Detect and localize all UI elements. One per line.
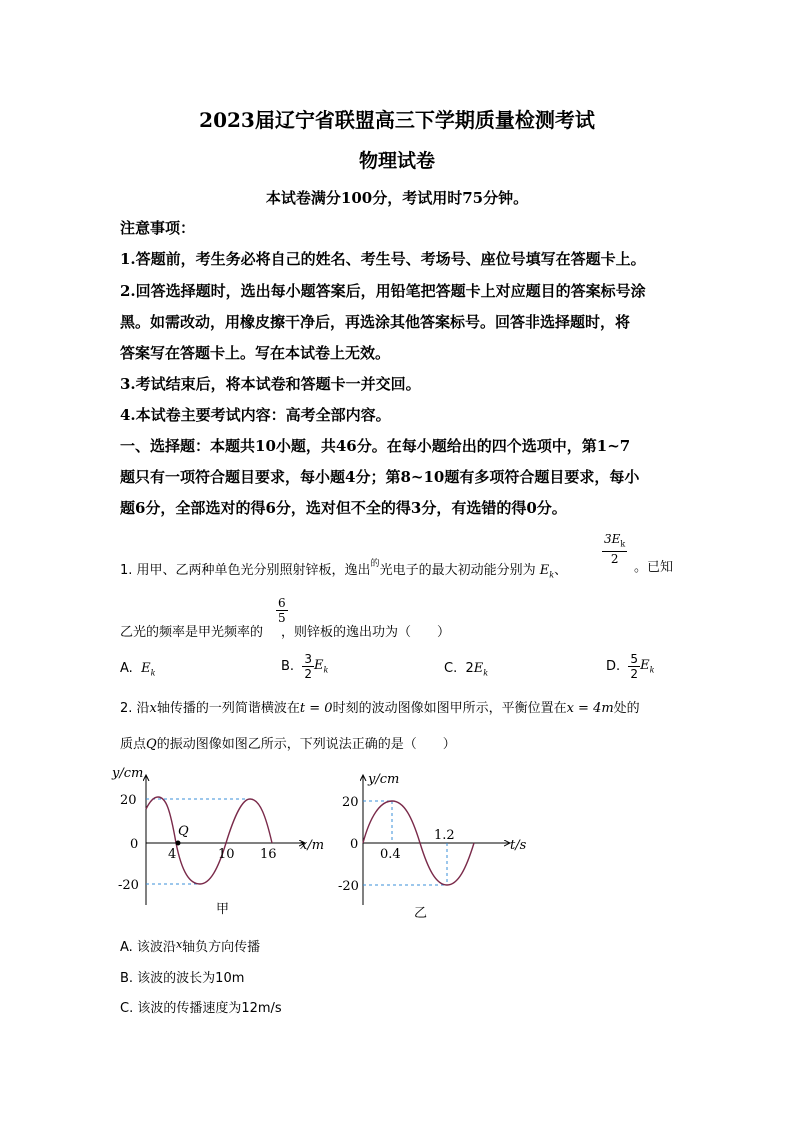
wave-graph-jia (110, 765, 340, 925)
q1-ratio-fraction: $\frac{6}{5}$ (278, 596, 286, 625)
q1-option-b[interactable]: B. $\frac{3}{2}$ $E_k$ (281, 652, 329, 681)
q2-option-c[interactable]: C. 该波的传播速度为12m/s (120, 1001, 282, 1016)
note-1: 1.答题前，考生务必将自己的姓名、考生号、考场号、座位号填写在答题卡上。 (120, 250, 646, 268)
jia-tick-10: 10 (218, 847, 235, 862)
question-1-line-2: 乙光的频率是甲光频率的 ，则锌板的逸出功为（ ） (120, 625, 451, 640)
jia-ylabel: y/cm (112, 766, 144, 781)
exam-title: 2023届辽宁省联盟高三下学期质量检测考试 (199, 108, 595, 132)
yi-caption: 乙 (414, 906, 428, 921)
yi-ylabel: y/cm (368, 772, 400, 787)
q1-option-c[interactable]: C. $2E_k$ (444, 661, 489, 678)
jia-caption: 甲 (216, 902, 230, 917)
exam-info: 本试卷满分100分，考试用时75分钟。 (265, 189, 529, 207)
note-4: 4.本试卷主要考试内容：高考全部内容。 (120, 406, 391, 424)
q1-option-a[interactable]: A. $E_k$ (120, 661, 156, 678)
question-2-line-1: 2. 沿x轴传播的一列简谐横波在t = 0时刻的波动图像如图甲所示，平衡位置在x = 4m处的 (120, 701, 640, 716)
note-2-line-1: 2.回答选择题时，选出每小题答案后，用铅笔把答题卡上对应题目的答案标号涂 (120, 282, 646, 300)
q1-text-de: 的 (370, 559, 380, 569)
q2-option-a[interactable]: A. 该波沿$^x$轴负方向传播 (120, 938, 261, 955)
note-2-line-2: 黑。如需改动，用橡皮擦干净后，再选涂其他答案标号。回答非选择题时，将 (120, 313, 631, 331)
q1-sep: 、 (554, 563, 568, 578)
section-1-line-3: 题6分，全部选对的得6分，选对但不全的得3分，有选错的得0分。 (120, 499, 567, 517)
jia-tick-16: 16 (260, 847, 277, 862)
yi-tick-20: 20 (342, 795, 359, 810)
yi-tick-12: 1.2 (434, 828, 455, 843)
note-2-line-3: 答案写在答题卡上。写在本试卷上无效。 (120, 344, 391, 362)
yi-tick-04: 0.4 (380, 847, 401, 862)
section-1-line-2: 题只有一项符合题目要求，每小题4分；第8~10题有多项符合题目要求，每小 (120, 468, 640, 486)
q1-text-c: 。已知 (634, 560, 674, 575)
notes-heading: 注意事项： (120, 219, 196, 237)
yi-xlabel: t/s (510, 838, 527, 853)
q1-fraction-3ek-2: $\frac{3E_k}{2}$ (604, 532, 626, 567)
q1-option-d[interactable]: D. $\frac{5}{2}$ $E_k$ (606, 652, 655, 681)
question-1-line-1 (120, 556, 567, 580)
jia-q-label: Q (178, 824, 189, 839)
jia-tick-0: 0 (130, 837, 139, 852)
vibration-graph-yi (330, 765, 550, 925)
jia-xlabel: x/m (300, 838, 325, 853)
jia-tick-20: 20 (120, 793, 137, 808)
q1-text-b: 光电子的最大初动能分别为 (379, 563, 536, 578)
exam-subtitle: 物理试卷 (358, 150, 435, 172)
question-2-line-2: 质点Q的振动图像如图乙所示，下列说法正确的是（ ） (120, 737, 456, 752)
jia-point-q (176, 841, 181, 846)
yi-tick-m20: -20 (338, 879, 359, 894)
jia-tick-m20: -20 (118, 878, 139, 893)
yi-tick-0: 0 (350, 837, 359, 852)
q2-option-b[interactable]: B. 该波的波长为10m (120, 971, 245, 986)
q1-ek: $E_k$ (539, 563, 555, 580)
jia-wave-curve (146, 797, 272, 884)
note-3: 3.考试结束后，将本试卷和答题卡一并交回。 (120, 375, 421, 393)
q1-text-a: 1. 用甲、乙两种单色光分别照射锌板，逸出 (120, 563, 371, 578)
jia-tick-4: 4 (168, 847, 177, 862)
section-1-line-1: 一、选择题：本题共10小题，共46分。在每小题给出的四个选项中，第1~7 (120, 437, 631, 455)
